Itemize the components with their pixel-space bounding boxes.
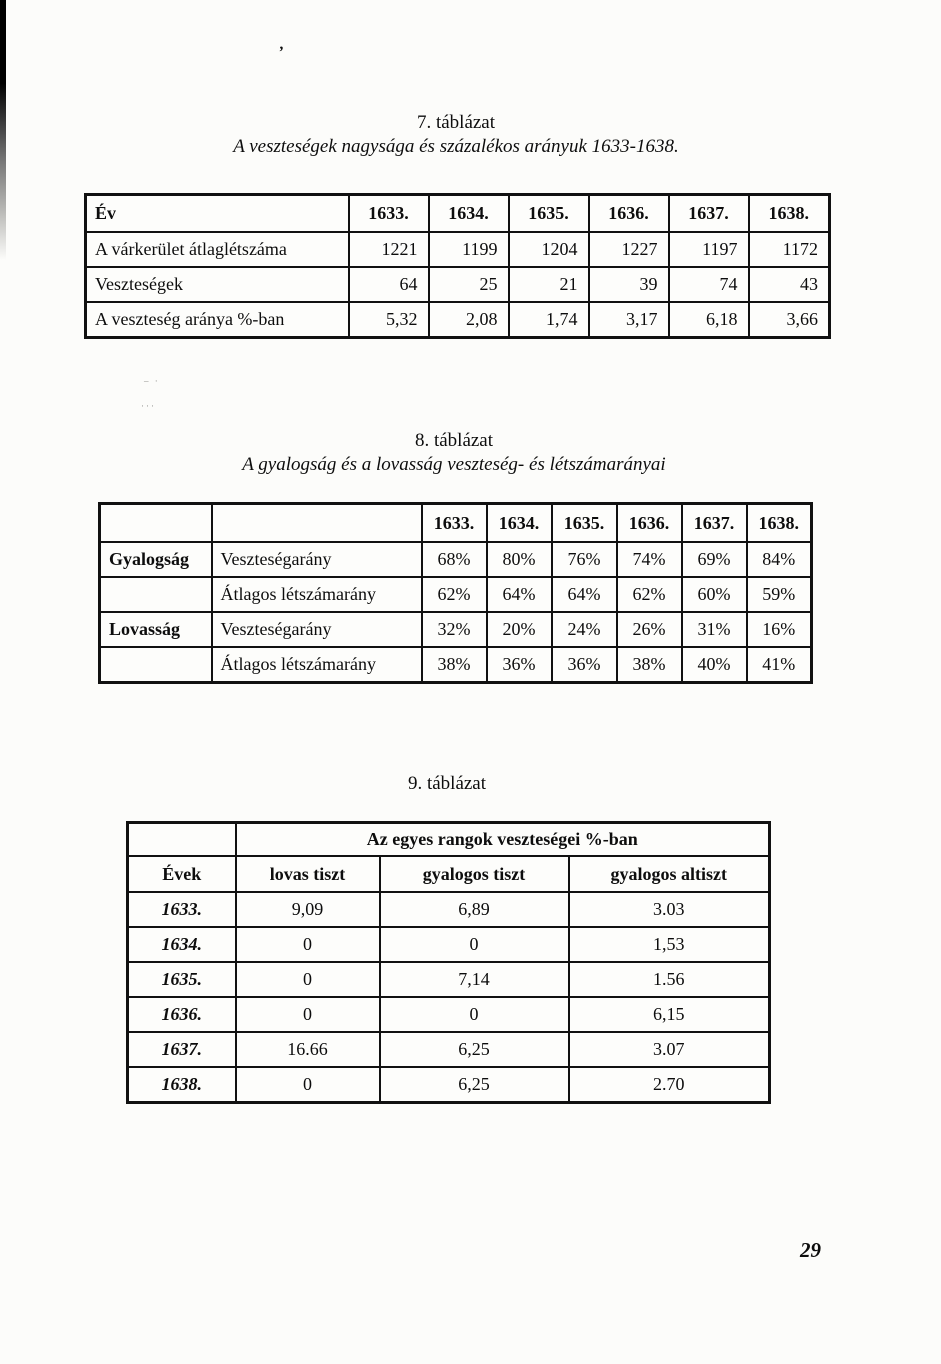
table-cell: 1,53 <box>569 927 770 962</box>
table-row <box>128 1067 770 1103</box>
table-cell: 16% <box>747 612 812 647</box>
table-cell: 3.07 <box>569 1032 770 1067</box>
column-header: 1635. <box>552 504 617 543</box>
table-header-row <box>100 504 812 543</box>
row-metric-label: Átlagos létszámarány <box>212 647 422 683</box>
table-cell: 38% <box>422 647 487 683</box>
table-cell: 16.66 <box>236 1032 380 1067</box>
scan-edge-artifact <box>0 0 6 260</box>
column-header: 1638. <box>747 504 812 543</box>
table-cell: 84% <box>747 542 812 577</box>
table-rank-losses <box>126 821 771 1104</box>
table-cell: 3,17 <box>589 302 669 338</box>
table-cell: 32% <box>422 612 487 647</box>
row-metric-label: Átlagos létszámarány <box>212 577 422 612</box>
table-cell: 1172 <box>749 232 830 267</box>
row-group-label <box>100 577 212 612</box>
table-cell: 7,14 <box>380 962 569 997</box>
table-cell: 38% <box>617 647 682 683</box>
table-cell: 64% <box>487 577 552 612</box>
row-year-label: 1635. <box>128 962 236 997</box>
table-cell: 21 <box>509 267 589 302</box>
row-label: A veszteség aránya %-ban <box>86 302 349 338</box>
table-cell: 1.56 <box>569 962 770 997</box>
table-row <box>128 1032 770 1067</box>
table9-caption-number: 9. táblázat <box>407 773 487 794</box>
table-cell: 80% <box>487 542 552 577</box>
table-cell: 6,15 <box>569 997 770 1032</box>
row-metric-label: Veszteségarány <box>212 612 422 647</box>
column-header: 1636. <box>617 504 682 543</box>
table-span-header-row <box>128 823 770 857</box>
table-cell: 0 <box>380 927 569 962</box>
table-cell: 6,25 <box>380 1067 569 1103</box>
table-cell: 0 <box>236 927 380 962</box>
table-cell: 74 <box>669 267 749 302</box>
table8-caption <box>98 429 810 477</box>
table-cell: 76% <box>552 542 617 577</box>
table-cell: 25 <box>429 267 509 302</box>
row-group-label <box>100 647 212 683</box>
table-cell: 59% <box>747 577 812 612</box>
table-cell: 24% <box>552 612 617 647</box>
span-header: Az egyes rangok veszteségei %-ban <box>236 823 770 857</box>
stray-ink-mark: ’ <box>278 44 284 61</box>
table-cell: 6,89 <box>380 892 569 927</box>
table-header-row <box>86 195 830 233</box>
table-cell: 1204 <box>509 232 589 267</box>
table7-caption-number: 7. táblázat <box>416 112 496 133</box>
table-row <box>100 647 812 683</box>
table-cell: 40% <box>682 647 747 683</box>
empty-header-cell <box>212 504 422 543</box>
column-header: 1637. <box>669 195 749 233</box>
table-row <box>100 542 812 577</box>
table-cell: 69% <box>682 542 747 577</box>
table-losses-magnitude <box>84 193 831 339</box>
table-cell: 3,66 <box>749 302 830 338</box>
table-cell: 31% <box>682 612 747 647</box>
table-cell: 0 <box>236 962 380 997</box>
table-row <box>128 927 770 962</box>
table-cell: 41% <box>747 647 812 683</box>
table-cell: 1199 <box>429 232 509 267</box>
column-header: 1633. <box>422 504 487 543</box>
pencil-mark: – · <box>144 376 160 386</box>
pencil-mark: ··· <box>141 401 156 411</box>
table-cell: 9,09 <box>236 892 380 927</box>
table-cell: 43 <box>749 267 830 302</box>
table-row <box>128 997 770 1032</box>
row-group-label: Lovasság <box>100 612 212 647</box>
table-cell: 39 <box>589 267 669 302</box>
table-cell: 62% <box>617 577 682 612</box>
table-cell: 74% <box>617 542 682 577</box>
row-label: Veszteségek <box>86 267 349 302</box>
table-cell: 6,18 <box>669 302 749 338</box>
table-cell: 1221 <box>349 232 429 267</box>
table-cell: 26% <box>617 612 682 647</box>
table-cell: 20% <box>487 612 552 647</box>
table-row <box>100 577 812 612</box>
table-infantry-cavalry-ratios <box>98 502 813 684</box>
empty-header-cell <box>128 823 236 857</box>
table7-caption-title: A veszteségek nagysága és százalékos arányuk 1633-1638. <box>233 135 679 157</box>
column-header: 1634. <box>487 504 552 543</box>
table-row <box>86 302 830 338</box>
row-year-label: 1633. <box>128 892 236 927</box>
column-header: 1633. <box>349 195 429 233</box>
table-cell: 5,32 <box>349 302 429 338</box>
row-group-label: Gyalogság <box>100 542 212 577</box>
table-cell: 1,74 <box>509 302 589 338</box>
table-row <box>86 267 830 302</box>
page-number: 29 <box>800 1238 821 1262</box>
table-cell: 1197 <box>669 232 749 267</box>
row-year-label: 1636. <box>128 997 236 1032</box>
table-cell: 0 <box>236 1067 380 1103</box>
table-cell: 0 <box>236 997 380 1032</box>
table-cell: 64 <box>349 267 429 302</box>
table-header-row <box>128 856 770 892</box>
empty-header-cell <box>100 504 212 543</box>
table-row <box>128 892 770 927</box>
column-header: lovas tiszt <box>236 856 380 892</box>
row-year-label: 1634. <box>128 927 236 962</box>
table-cell: 0 <box>380 997 569 1032</box>
column-header: 1634. <box>429 195 509 233</box>
table-cell: 2.70 <box>569 1067 770 1103</box>
table-row <box>100 612 812 647</box>
column-header: Évek <box>128 856 236 892</box>
row-year-label: 1638. <box>128 1067 236 1103</box>
column-header: gyalogos altiszt <box>569 856 770 892</box>
row-year-label: 1637. <box>128 1032 236 1067</box>
table9-caption <box>126 772 768 796</box>
table7-caption <box>84 111 828 159</box>
table-row <box>86 232 830 267</box>
row-label: A várkerület átlaglétszáma <box>86 232 349 267</box>
column-header: Év <box>86 195 349 233</box>
table-cell: 68% <box>422 542 487 577</box>
column-header: gyalogos tiszt <box>380 856 569 892</box>
table-cell: 36% <box>552 647 617 683</box>
table-cell: 62% <box>422 577 487 612</box>
table-cell: 36% <box>487 647 552 683</box>
table8-caption-number: 8. táblázat <box>414 430 494 451</box>
column-header: 1637. <box>682 504 747 543</box>
table-cell: 6,25 <box>380 1032 569 1067</box>
column-header: 1636. <box>589 195 669 233</box>
column-header: 1635. <box>509 195 589 233</box>
column-header: 1638. <box>749 195 830 233</box>
table8-caption-title: A gyalogság és a lovasság veszteség- és létszámarányai <box>242 453 666 475</box>
table-cell: 64% <box>552 577 617 612</box>
table-cell: 3.03 <box>569 892 770 927</box>
table-cell: 2,08 <box>429 302 509 338</box>
table-cell: 1227 <box>589 232 669 267</box>
table-cell: 60% <box>682 577 747 612</box>
table-row <box>128 962 770 997</box>
row-metric-label: Veszteségarány <box>212 542 422 577</box>
